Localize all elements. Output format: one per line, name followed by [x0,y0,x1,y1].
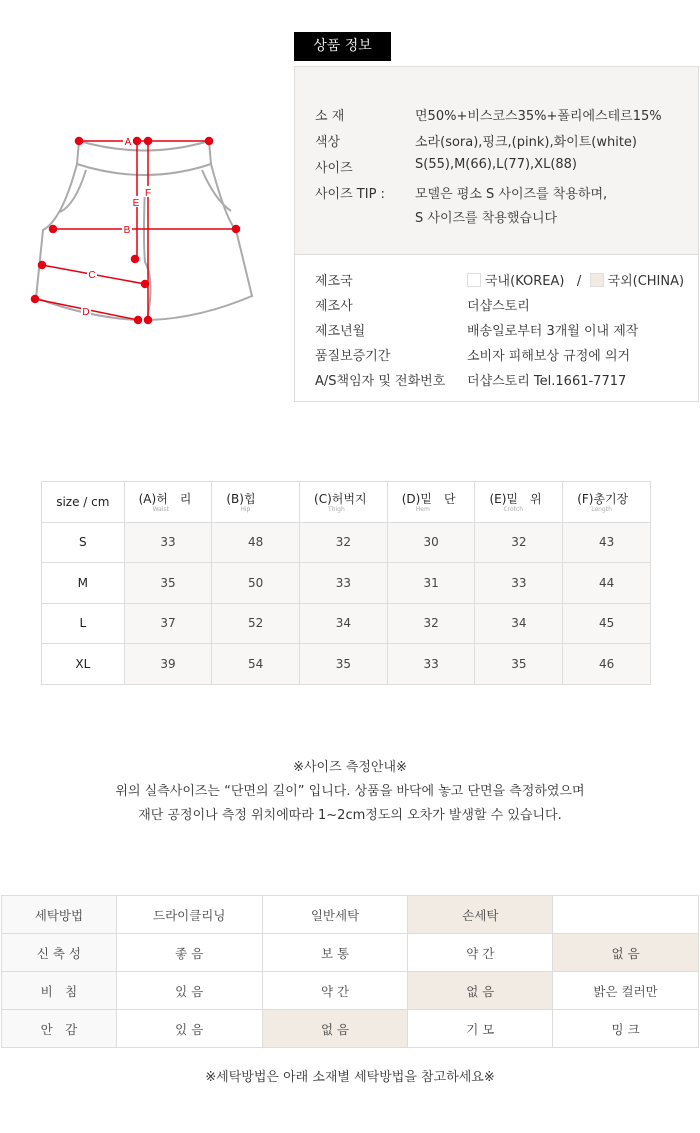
origin-label: 제조국 [315,274,353,289]
label-f: F [144,188,152,199]
value-cell: 37 [124,603,212,644]
maker-value: 더샵스토리 [467,299,530,314]
value-cell: 34 [300,603,388,644]
header-cell: size / cm [42,482,125,523]
header-cell: (C)허벅지 Thigh [300,482,388,523]
table-row [42,563,651,604]
warranty-label: 품질보증기간 [315,349,391,364]
value-cell: 34 [475,603,563,644]
date-value: 배송일로부터 3개월 이내 제작 [467,324,639,339]
size-label: 사이즈 [315,161,353,176]
header-cell: (D)밑 단 Hem [387,482,475,523]
color-value: 소라(sora),핑크,(pink),화이트(white) [415,135,637,150]
care-option-cell: 없 음 [553,934,699,972]
care-option-cell: 일반세탁 [262,896,408,934]
value-cell: 43 [563,522,651,563]
as-label: A/S책임자 및 전화번호 [315,374,446,389]
size-tip-value: 모델은 평소 S 사이즈를 착용하며, [415,187,608,202]
care-option-cell: 없 음 [408,972,553,1010]
value-cell: 32 [475,522,563,563]
value-cell: 44 [563,563,651,604]
value-cell: 54 [212,644,300,685]
table-row [42,603,651,644]
label-b: B [123,225,131,236]
value-cell: 32 [300,522,388,563]
measure-note-line: 위의 실측사이즈는 “단면의 길이” 입니다. 상품을 바닥에 놓고 단면을 측정하였으며 [115,784,585,799]
value-cell: 39 [124,644,212,685]
table-row [42,522,651,563]
size-cell: S [42,522,125,563]
care-option-cell [553,896,699,934]
warranty-value: 소비자 피해보상 규정에 의거 [467,349,631,364]
value-cell: 50 [212,563,300,604]
size-cell: M [42,563,125,604]
care-label-cell: 비 침 [2,972,117,1010]
date-label: 제조년월 [315,324,366,339]
care-footnote: ※세탁방법은 아래 소재별 세탁방법을 참고하세요※ [205,1070,495,1085]
care-option-cell: 좋 음 [116,934,262,972]
value-cell: 33 [124,522,212,563]
value-cell: 35 [475,644,563,685]
section-title: 상품 정보 [294,32,391,61]
care-option-cell: 기 모 [408,1010,553,1048]
size-value: S(55),M(66),L(77),XL(88) [415,157,577,172]
label-c: C [88,270,96,281]
table-row [2,934,699,972]
care-option-cell: 있 음 [116,972,262,1010]
origin-korea-checkbox [467,273,481,287]
material-label: 소 재 [315,109,345,124]
care-option-cell: 밍 크 [553,1010,699,1048]
value-cell: 30 [387,522,475,563]
value-cell: 52 [212,603,300,644]
maker-label: 제조사 [315,299,353,314]
care-label-cell: 신 축 성 [2,934,117,972]
header-cell: (B)힙 Hip [212,482,300,523]
size-tip-value-2: S 사이즈를 착용했습니다 [415,211,558,226]
label-e: E [132,198,140,209]
value-cell: 32 [387,603,475,644]
value-cell: 46 [563,644,651,685]
product-info-box [294,66,699,402]
shorts-measurement-diagram [20,130,270,330]
color-label: 색상 [315,135,341,150]
header-cell: (F)총기장 Length [563,482,651,523]
value-cell: 33 [475,563,563,604]
table-row [2,896,699,934]
value-cell: 33 [300,563,388,604]
table-row [42,644,651,685]
value-cell: 33 [387,644,475,685]
size-table [41,481,651,685]
size-cell: XL [42,644,125,685]
label-a: A [124,137,132,148]
material-value: 면50%+비스코스35%+폴리에스테르15% [415,109,662,124]
size-table-header [42,482,651,523]
measure-note-title: ※사이즈 측정안내※ [293,760,407,775]
care-option-cell: 있 음 [116,1010,262,1048]
care-option-cell: 밝은 컬러만 [553,972,699,1010]
value-cell: 48 [212,522,300,563]
value-cell: 35 [124,563,212,604]
as-value: 더샵스토리 Tel.1661-7717 [467,374,627,389]
care-label-cell: 안 감 [2,1010,117,1048]
table-row [2,972,699,1010]
measure-note-line: 재단 공정이나 측정 위치에따라 1~2cm정도의 오차가 발생할 수 있습니다. [138,808,562,823]
table-row [2,1010,699,1048]
header-cell: (E)밑 위 Crotch [475,482,563,523]
origin-china-checkbox [590,273,604,287]
care-option-cell: 약 간 [408,934,553,972]
care-option-cell: 손세탁 [408,896,553,934]
care-option-cell: 약 간 [262,972,408,1010]
care-option-cell: 없 음 [262,1010,408,1048]
care-table [1,895,699,1048]
value-cell: 31 [387,563,475,604]
header-cell: (A)허 리 Waist [124,482,212,523]
size-cell: L [42,603,125,644]
care-option-cell: 보 통 [262,934,408,972]
care-label-cell: 세탁방법 [2,896,117,934]
size-tip-label: 사이즈 TIP : [315,187,385,202]
value-cell: 45 [563,603,651,644]
label-d: D [82,307,90,318]
measure-note [0,756,700,828]
care-option-cell: 드라이클리닝 [116,896,262,934]
value-cell: 35 [300,644,388,685]
origin-value: 국내(KOREA) / 국외(CHINA) [467,270,684,289]
